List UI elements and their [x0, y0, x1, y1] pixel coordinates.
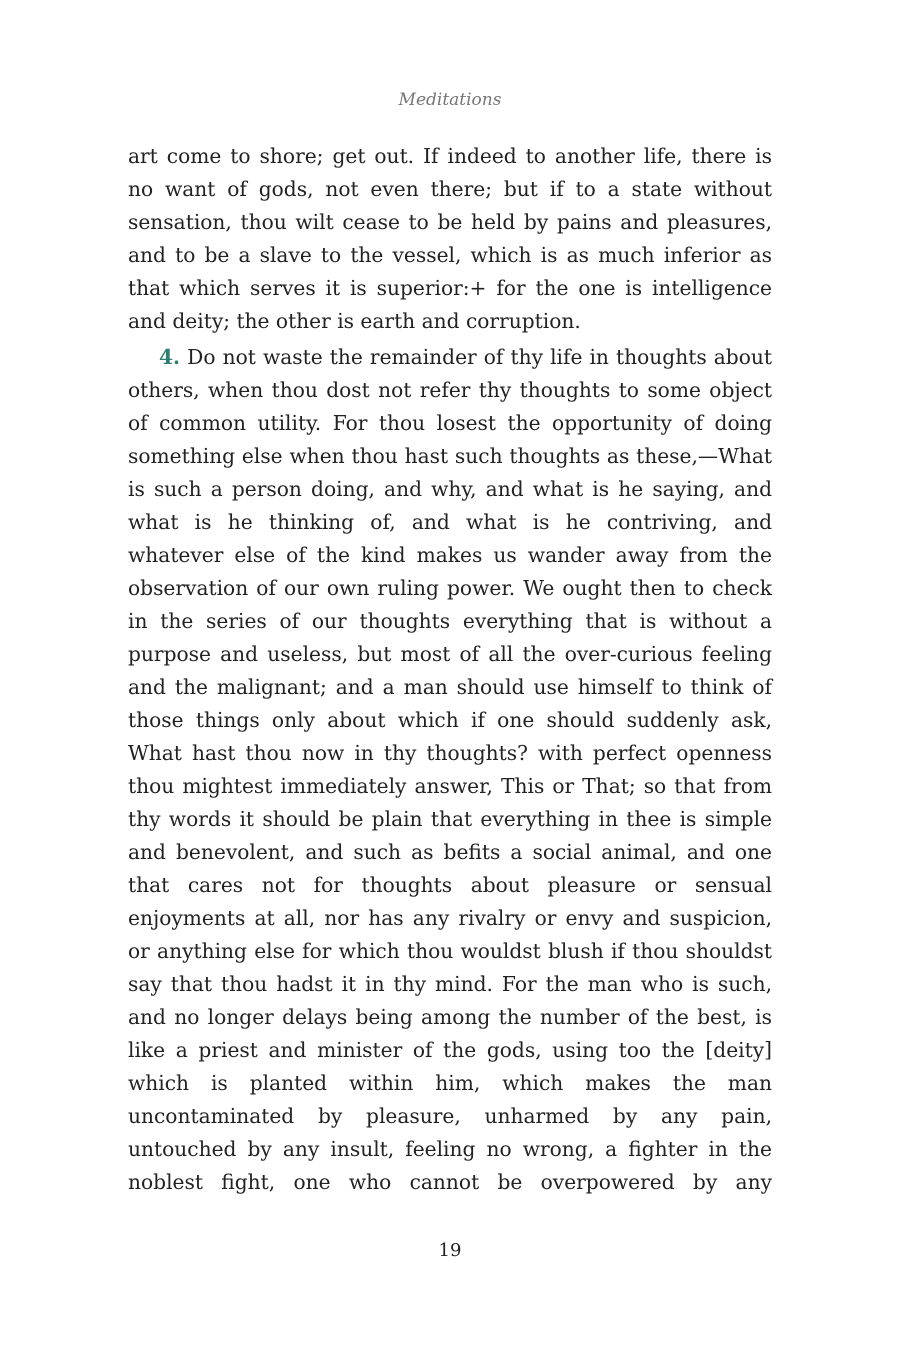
section-4-text: Do not waste the remainder of thy life in thoughts about others, when thou dost not refer thy thoughts to some object of common utility. For thou losest the opportunity of doing something else when thou hast such thoughts as these,—What is such a person doing, and why, and what is he saying, and what is he thinking of, and what is he contriving, and whatever else of the kind makes us wander away from the observation of our own ruling power. We ought then to check in the series of our thoughts everything that is without a purpose and useless, but most of all the over-curious feeling and the malignant; and a man should use himself to think of those things only about which if one should suddenly ask, What hast thou now in thy thoughts? with perfect openness thou mightest immediately answer, This or That; so that from thy words it should be plain that everything in thee is simple and benevolent, and such as befits a social animal, and one that cares not for thoughts about pleasure or sensual enjoyments at all, nor has any rivalry or envy and suspicion, or anything else for which thou wouldst blush if thou shouldst say that thou hadst it in thy mind. For the man who is such, and no longer delays being among the number of the best, is like a priest and minister of the gods, using too the [deity] which is planted within him, which makes the man uncontaminated by pleasure, unharmed by any pain, untouched by any insult, feeling no wrong, a fighter in the noblest fight, one who cannot be overpowered by any [128, 345, 773, 1194]
section-number: 4. [159, 345, 181, 369]
section-4-paragraph [128, 341, 772, 1199]
page-number: 19 [438, 1240, 462, 1261]
continuation-paragraph: art come to shore; get out. If indeed to another life, there is no want of gods, not even there; but if to a state without sensation, thou wilt cease to be held by pains and pleasures, and to be a slave to the vessel, which is as much inferior as that which serves it is superior:+ for the one is intelligence and deity; the other is earth and corruption. [128, 144, 772, 333]
page-body [128, 140, 772, 1199]
running-header: Meditations [398, 90, 502, 110]
